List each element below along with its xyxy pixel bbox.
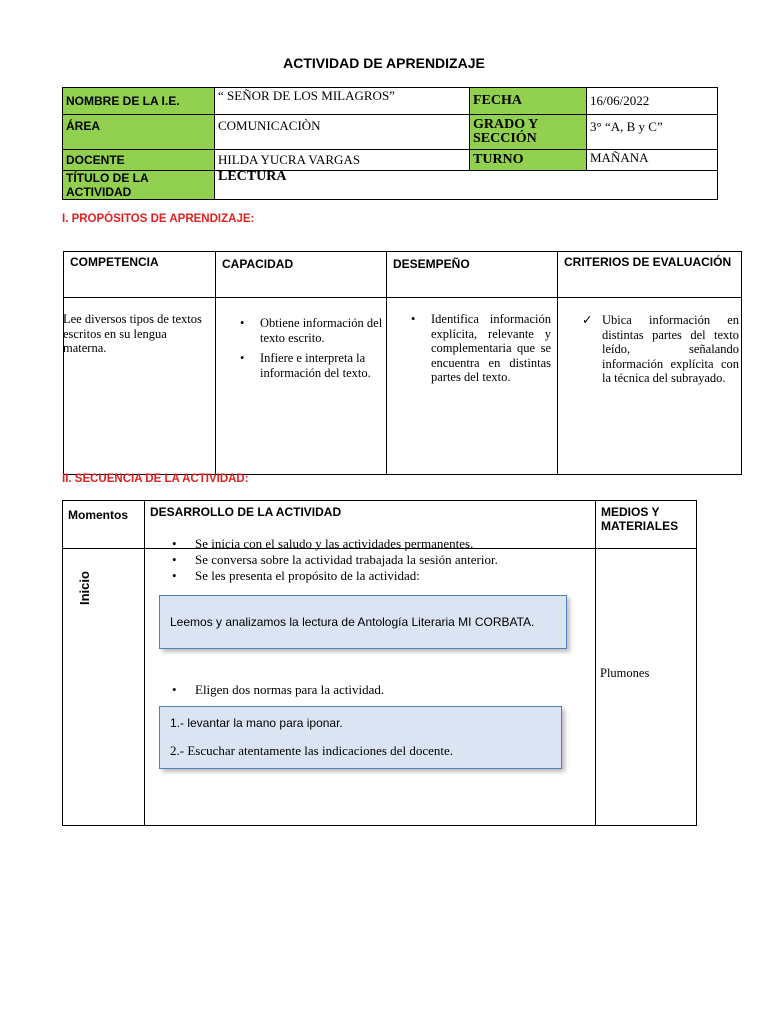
purpose-box (159, 595, 567, 649)
capacidad-1: Obtiene información del texto escrito. (260, 316, 383, 345)
list-item: • (172, 682, 177, 697)
desarrollo-header: DESARROLLO DE LA ACTIVIDAD (145, 501, 596, 549)
ie-value: “ SEÑOR DE LOS MILAGROS” (215, 88, 470, 115)
criterios-cell (558, 298, 742, 475)
momento-inicio: Inicio (77, 571, 92, 605)
seq-item-1: Se inicia con el saludo y las actividades permanentes. (195, 536, 474, 551)
capacidad-2: Infiere e interpreta la información del texto. (260, 351, 371, 380)
capacidad-cell (216, 298, 387, 475)
area-label: ÁREA (63, 115, 215, 150)
norma-1: 1.- levantar la mano para iponar. (170, 716, 343, 730)
ie-label: NOMBRE DE LA I.E. (63, 88, 215, 115)
grado-label: GRADO Y SECCIÓN (470, 115, 587, 150)
checkmark-icon: ✓ (582, 313, 593, 327)
seq-item-2: Se conversa sobre la actividad trabajada la sesión anterior. (195, 552, 498, 567)
competencia-cell (64, 298, 216, 475)
fecha-label: FECHA (470, 88, 587, 115)
medios-cell (596, 549, 697, 826)
desempeno-text: Identifica información explícita, relevante y complementaria que se encuentra en distintas partes del texto. (431, 312, 551, 384)
section-1-title: I. PROPÓSITOS DE APRENDIZAJE: (62, 213, 255, 225)
purposes-table (63, 251, 742, 475)
list-item: • (172, 552, 177, 567)
list-item: • (172, 568, 177, 583)
momento-cell (63, 549, 145, 826)
capacidad-header: CAPACIDAD (216, 252, 387, 298)
page-title: ACTIVIDAD DE APRENDIZAJE (283, 55, 485, 71)
titulo-label: TÍTULO DE LA ACTIVIDAD (63, 171, 215, 200)
desempeno-header: DESEMPEÑO (387, 252, 558, 298)
fecha-value: 16/06/2022 (587, 88, 718, 115)
materiales-text: Plumones (600, 666, 650, 680)
titulo-value: LECTURA (215, 171, 718, 200)
norms-box (159, 706, 562, 769)
section-2-title: II. SECUENCIA DE LA ACTIVIDAD: (62, 473, 249, 485)
turno-label: TURNO (470, 150, 587, 171)
competencia-text: Lee diversos tipos de textos escritos en su lengua materna. (63, 312, 202, 355)
list-item: • Infiere e interpreta la información del texto. (240, 351, 371, 380)
norma-2: 2.- Escuchar atentamente las indicaciones del docente. (170, 743, 453, 758)
momentos-header: Momentos (63, 501, 145, 549)
header-table (62, 87, 718, 200)
criterios-header: CRITERIOS DE EVALUACIÓN (558, 252, 742, 298)
list-item: • Identifica información explícita, relevante y complementaria que se encuentra en distintas partes del texto. (411, 312, 551, 384)
seq-item-normas: Eligen dos normas para la actividad. (195, 682, 385, 697)
grado-value: 3° “A, B y C” (587, 115, 718, 150)
criterio-text: Ubica información en distintas partes del texto leído, señalando información explícita con la técnica del subrayado. (602, 313, 739, 385)
seq-item-3: Se les presenta el propósito de la actividad: (195, 568, 420, 583)
docente-label: DOCENTE (63, 150, 215, 171)
list-item: • Obtiene información del texto escrito. (240, 316, 383, 345)
purpose-text: Leemos y analizamos la lectura de Antología Literaria MI CORBATA. (170, 615, 535, 629)
desempeno-cell (387, 298, 558, 475)
competencia-header: COMPETENCIA (64, 252, 216, 298)
area-value: COMUNICACIÒN (215, 115, 470, 150)
turno-value: MAÑANA (587, 150, 718, 171)
list-item (582, 313, 739, 386)
docente-value: HILDA YUCRA VARGAS (215, 150, 470, 171)
medios-header: MEDIOS Y MATERIALES (596, 501, 697, 549)
list-item: • (172, 536, 177, 551)
